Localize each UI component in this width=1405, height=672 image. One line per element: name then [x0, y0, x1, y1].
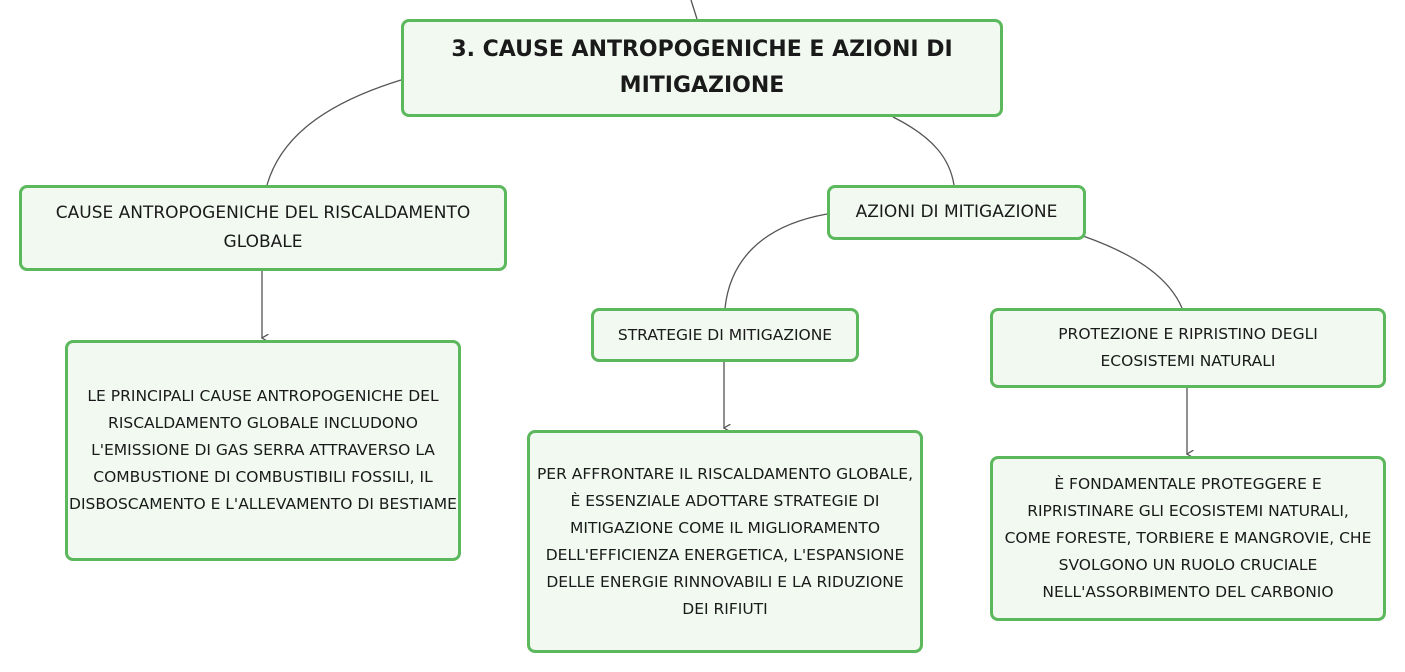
topic-cause-label: CAUSE ANTROPOGENICHE DEL RISCALDAMENTO GLOBALE	[55, 203, 471, 252]
connector-azioni-to-protezione	[1083, 236, 1182, 308]
detail-cause[interactable]	[65, 340, 461, 561]
subtopic-strategie-mitigazione[interactable]	[591, 308, 859, 362]
subtopic-strategie-label: STRATEGIE DI MITIGAZIONE	[617, 325, 833, 344]
topic-cause-antropogeniche[interactable]	[19, 185, 507, 271]
detail-protezione-text: È FONDAMENTALE PROTEGGERE E RIPRISTINARE GLI ECOSISTEMI NATURALI, COME FORESTE, TORBIERE E MANGROVIE, CHE SVOLGONO UN RUOLO CRUCIALE NELL'ASSORBIMENTO DEL CARBONIO	[1004, 475, 1372, 601]
topic-azioni-label: AZIONI DI MITIGAZIONE	[855, 202, 1058, 222]
connector-parent-to-root	[691, 0, 697, 19]
detail-cause-text: LE PRINCIPALI CAUSE ANTROPOGENICHE DEL RISCALDAMENTO GLOBALE INCLUDONO L'EMISSIONE DI GAS SERRA ATTRAVERSO LA COMBUSTIONE DI COMBUSTIBILI FOSSILI, IL DISBOSCAMENTO E L'ALLEVAMENTO DI BESTIAME	[69, 387, 457, 513]
subtopic-protezione-ecosistemi[interactable]	[990, 308, 1386, 388]
connector-root-to-azioni	[893, 117, 954, 185]
detail-strategie[interactable]	[527, 430, 923, 653]
detail-protezione[interactable]	[990, 456, 1386, 621]
subtopic-protezione-label: PROTEZIONE E RIPRISTINO DEGLI ECOSISTEMI NATURALI	[1058, 325, 1318, 370]
detail-strategie-text: PER AFFRONTARE IL RISCALDAMENTO GLOBALE, È ESSENZIALE ADOTTARE STRATEGIE DI MITIGAZIONE COME IL MIGLIORAMENTO DELL'EFFICIENZA ENERGETICA, L'ESPANSIONE DELLE ENERGIE RINNOVABILI E LA RIDUZIONE DEI RIFIUTI	[536, 464, 914, 618]
connector-root-to-cause	[267, 80, 401, 185]
root-topic-label: 3. CAUSE ANTROPOGENICHE E AZIONI DI MITIGAZIONE	[451, 37, 953, 98]
root-topic[interactable]	[401, 19, 1003, 117]
connector-azioni-to-strategie	[725, 214, 827, 308]
topic-azioni-mitigazione[interactable]	[827, 185, 1086, 240]
